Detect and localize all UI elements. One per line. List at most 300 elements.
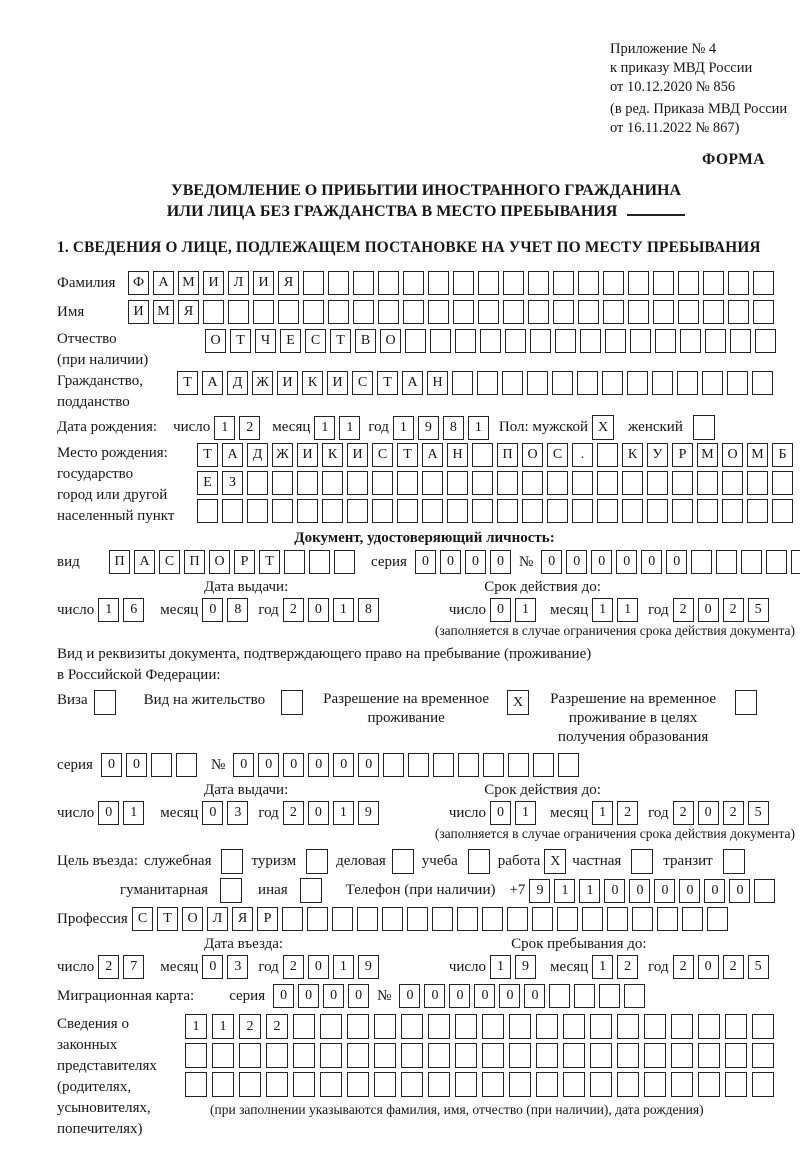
char-cell[interactable] — [455, 1072, 477, 1097]
char-cell[interactable]: 0 — [679, 879, 700, 903]
char-cell[interactable]: Т — [259, 550, 280, 574]
char-cell[interactable] — [228, 300, 249, 324]
char-cell[interactable] — [455, 1043, 477, 1068]
char-cell[interactable]: 0 — [440, 550, 461, 574]
char-cell[interactable]: О — [205, 329, 226, 353]
char-cell[interactable]: Р — [672, 443, 693, 467]
char-cell[interactable] — [482, 1072, 504, 1097]
char-cell[interactable]: 1 — [212, 1014, 234, 1039]
char-cell[interactable]: 0 — [616, 550, 637, 574]
char-cell[interactable] — [203, 300, 224, 324]
char-cell[interactable] — [334, 550, 355, 574]
char-cell[interactable] — [293, 1014, 315, 1039]
char-cell[interactable]: Н — [427, 371, 448, 395]
char-cell[interactable] — [772, 471, 793, 495]
char-cell[interactable] — [507, 907, 528, 931]
char-cell[interactable] — [678, 271, 699, 295]
char-cell[interactable]: 0 — [465, 550, 486, 574]
char-cell[interactable] — [372, 471, 393, 495]
char-cell[interactable] — [457, 907, 478, 931]
char-cell[interactable] — [647, 499, 668, 523]
char-cell[interactable] — [628, 300, 649, 324]
char-cell[interactable]: 0 — [704, 879, 725, 903]
char-cell[interactable]: 2 — [723, 598, 744, 622]
char-cell[interactable]: Р — [257, 907, 278, 931]
char-cell[interactable] — [671, 1014, 693, 1039]
char-cell[interactable]: 7 — [123, 955, 144, 979]
char-cell[interactable] — [239, 1072, 261, 1097]
char-cell[interactable] — [307, 907, 328, 931]
char-cell[interactable] — [322, 471, 343, 495]
char-cell[interactable]: 0 — [449, 984, 470, 1008]
char-cell[interactable] — [672, 471, 693, 495]
purpose-study-checkbox-cell[interactable] — [468, 849, 490, 874]
purpose-humanitarian-checkbox-cell[interactable] — [220, 878, 242, 903]
char-cell[interactable]: 0 — [729, 879, 750, 903]
char-cell[interactable] — [753, 271, 774, 295]
char-cell[interactable]: А — [222, 443, 243, 467]
char-cell[interactable]: 1 — [123, 801, 144, 825]
char-cell[interactable] — [730, 329, 751, 353]
char-cell[interactable] — [278, 300, 299, 324]
char-cell[interactable] — [703, 271, 724, 295]
char-cell[interactable] — [397, 499, 418, 523]
char-cell[interactable]: 0 — [490, 801, 511, 825]
char-cell[interactable] — [617, 1014, 639, 1039]
char-cell[interactable] — [644, 1043, 666, 1068]
char-cell[interactable] — [555, 329, 576, 353]
char-cell[interactable]: 3 — [227, 955, 248, 979]
char-cell[interactable]: 0 — [273, 984, 294, 1008]
char-cell[interactable] — [728, 300, 749, 324]
char-cell[interactable]: 1 — [579, 879, 600, 903]
char-cell[interactable]: И — [297, 443, 318, 467]
char-cell[interactable]: 3 — [227, 801, 248, 825]
char-cell[interactable] — [478, 271, 499, 295]
char-cell[interactable]: 0 — [202, 801, 223, 825]
char-cell[interactable] — [574, 984, 595, 1008]
char-cell[interactable]: 2 — [673, 955, 694, 979]
char-cell[interactable] — [185, 1072, 207, 1097]
char-cell[interactable]: М — [178, 271, 199, 295]
char-cell[interactable] — [253, 300, 274, 324]
char-cell[interactable] — [453, 300, 474, 324]
char-cell[interactable]: 1 — [214, 416, 235, 440]
char-cell[interactable] — [430, 329, 451, 353]
char-cell[interactable]: Я — [278, 271, 299, 295]
char-cell[interactable] — [408, 753, 429, 777]
char-cell[interactable] — [655, 329, 676, 353]
char-cell[interactable]: 8 — [227, 598, 248, 622]
char-cell[interactable] — [722, 499, 743, 523]
char-cell[interactable]: О — [209, 550, 230, 574]
char-cell[interactable] — [428, 271, 449, 295]
char-cell[interactable]: 1 — [314, 416, 335, 440]
char-cell[interactable] — [407, 907, 428, 931]
char-cell[interactable] — [527, 371, 548, 395]
char-cell[interactable]: 0 — [474, 984, 495, 1008]
char-cell[interactable] — [497, 499, 518, 523]
char-cell[interactable] — [582, 907, 603, 931]
char-cell[interactable] — [547, 471, 568, 495]
char-cell[interactable]: И — [203, 271, 224, 295]
char-cell[interactable]: С — [132, 907, 153, 931]
temp-permit-checkbox-cell[interactable]: X — [507, 690, 529, 715]
char-cell[interactable] — [297, 499, 318, 523]
char-cell[interactable]: 1 — [468, 416, 489, 440]
char-cell[interactable]: О — [380, 329, 401, 353]
char-cell[interactable] — [716, 550, 737, 574]
char-cell[interactable] — [547, 499, 568, 523]
char-cell[interactable] — [602, 371, 623, 395]
char-cell[interactable] — [698, 1014, 720, 1039]
char-cell[interactable] — [772, 499, 793, 523]
char-cell[interactable] — [320, 1043, 342, 1068]
char-cell[interactable]: С — [547, 443, 568, 467]
char-cell[interactable] — [455, 1014, 477, 1039]
char-cell[interactable] — [197, 499, 218, 523]
char-cell[interactable]: В — [355, 329, 376, 353]
char-cell[interactable] — [266, 1043, 288, 1068]
purpose-transit-checkbox-cell[interactable] — [723, 849, 745, 874]
char-cell[interactable]: А — [402, 371, 423, 395]
char-cell[interactable] — [284, 550, 305, 574]
char-cell[interactable]: 0 — [308, 598, 329, 622]
char-cell[interactable] — [754, 879, 775, 903]
char-cell[interactable]: Т — [197, 443, 218, 467]
char-cell[interactable]: 9 — [358, 955, 379, 979]
char-cell[interactable] — [297, 471, 318, 495]
char-cell[interactable] — [580, 329, 601, 353]
char-cell[interactable] — [272, 471, 293, 495]
char-cell[interactable] — [697, 471, 718, 495]
char-cell[interactable]: Т — [377, 371, 398, 395]
char-cell[interactable]: М — [747, 443, 768, 467]
char-cell[interactable]: Т — [230, 329, 251, 353]
char-cell[interactable] — [577, 371, 598, 395]
char-cell[interactable]: 0 — [654, 879, 675, 903]
char-cell[interactable] — [563, 1043, 585, 1068]
char-cell[interactable]: А — [153, 271, 174, 295]
char-cell[interactable] — [702, 371, 723, 395]
sex-female-checkbox-cell[interactable] — [693, 415, 715, 440]
purpose-tourism-checkbox-cell[interactable] — [306, 849, 328, 874]
char-cell[interactable] — [472, 499, 493, 523]
char-cell[interactable] — [725, 1072, 747, 1097]
char-cell[interactable] — [322, 499, 343, 523]
char-cell[interactable]: С — [352, 371, 373, 395]
char-cell[interactable] — [455, 329, 476, 353]
char-cell[interactable]: 2 — [673, 598, 694, 622]
char-cell[interactable]: 0 — [233, 753, 254, 777]
char-cell[interactable] — [536, 1072, 558, 1097]
char-cell[interactable] — [433, 753, 454, 777]
char-cell[interactable] — [603, 271, 624, 295]
char-cell[interactable] — [536, 1014, 558, 1039]
char-cell[interactable]: 2 — [239, 1014, 261, 1039]
char-cell[interactable]: 2 — [283, 598, 304, 622]
char-cell[interactable]: 0 — [333, 753, 354, 777]
char-cell[interactable] — [320, 1072, 342, 1097]
char-cell[interactable] — [522, 471, 543, 495]
char-cell[interactable]: Д — [227, 371, 248, 395]
char-cell[interactable]: М — [697, 443, 718, 467]
char-cell[interactable] — [657, 907, 678, 931]
char-cell[interactable] — [558, 753, 579, 777]
char-cell[interactable] — [747, 471, 768, 495]
char-cell[interactable] — [282, 907, 303, 931]
char-cell[interactable] — [303, 271, 324, 295]
char-cell[interactable]: 0 — [698, 955, 719, 979]
char-cell[interactable] — [374, 1014, 396, 1039]
char-cell[interactable] — [447, 499, 468, 523]
char-cell[interactable] — [401, 1014, 423, 1039]
char-cell[interactable] — [599, 984, 620, 1008]
char-cell[interactable] — [597, 443, 618, 467]
char-cell[interactable]: 1 — [393, 416, 414, 440]
char-cell[interactable] — [212, 1043, 234, 1068]
char-cell[interactable]: Ж — [252, 371, 273, 395]
char-cell[interactable] — [403, 300, 424, 324]
char-cell[interactable] — [478, 300, 499, 324]
char-cell[interactable]: Т — [330, 329, 351, 353]
char-cell[interactable]: Т — [397, 443, 418, 467]
char-cell[interactable]: 2 — [723, 801, 744, 825]
char-cell[interactable]: П — [184, 550, 205, 574]
residence-checkbox-cell[interactable] — [281, 690, 303, 715]
purpose-official-checkbox-cell[interactable] — [221, 849, 243, 874]
char-cell[interactable]: П — [497, 443, 518, 467]
char-cell[interactable] — [403, 271, 424, 295]
char-cell[interactable] — [791, 550, 800, 574]
char-cell[interactable]: 0 — [399, 984, 420, 1008]
char-cell[interactable] — [553, 300, 574, 324]
char-cell[interactable] — [549, 984, 570, 1008]
char-cell[interactable] — [378, 300, 399, 324]
char-cell[interactable] — [480, 329, 501, 353]
char-cell[interactable]: Ч — [255, 329, 276, 353]
char-cell[interactable]: А — [134, 550, 155, 574]
char-cell[interactable] — [644, 1014, 666, 1039]
char-cell[interactable] — [590, 1014, 612, 1039]
char-cell[interactable]: 1 — [339, 416, 360, 440]
char-cell[interactable] — [397, 471, 418, 495]
char-cell[interactable]: 1 — [554, 879, 575, 903]
char-cell[interactable]: 0 — [308, 753, 329, 777]
char-cell[interactable]: О — [182, 907, 203, 931]
char-cell[interactable] — [452, 371, 473, 395]
char-cell[interactable] — [497, 471, 518, 495]
char-cell[interactable]: 1 — [490, 955, 511, 979]
char-cell[interactable] — [428, 1043, 450, 1068]
char-cell[interactable] — [741, 550, 762, 574]
char-cell[interactable] — [509, 1014, 531, 1039]
char-cell[interactable] — [553, 271, 574, 295]
char-cell[interactable] — [247, 471, 268, 495]
char-cell[interactable] — [680, 329, 701, 353]
char-cell[interactable]: 2 — [283, 955, 304, 979]
purpose-work-checkbox-cell[interactable]: X — [544, 849, 566, 874]
char-cell[interactable]: 1 — [333, 801, 354, 825]
char-cell[interactable]: И — [128, 300, 149, 324]
char-cell[interactable] — [347, 499, 368, 523]
char-cell[interactable]: Н — [447, 443, 468, 467]
char-cell[interactable] — [607, 907, 628, 931]
char-cell[interactable]: 0 — [541, 550, 562, 574]
char-cell[interactable] — [682, 907, 703, 931]
char-cell[interactable]: 2 — [673, 801, 694, 825]
char-cell[interactable] — [503, 300, 524, 324]
char-cell[interactable]: 0 — [98, 801, 119, 825]
char-cell[interactable]: У — [647, 443, 668, 467]
char-cell[interactable]: 0 — [298, 984, 319, 1008]
char-cell[interactable]: 1 — [592, 801, 613, 825]
char-cell[interactable] — [382, 907, 403, 931]
visa-checkbox-cell[interactable] — [94, 690, 116, 715]
char-cell[interactable] — [698, 1072, 720, 1097]
char-cell[interactable]: 0 — [415, 550, 436, 574]
char-cell[interactable]: Т — [177, 371, 198, 395]
char-cell[interactable]: 0 — [641, 550, 662, 574]
char-cell[interactable] — [697, 499, 718, 523]
char-cell[interactable] — [509, 1072, 531, 1097]
char-cell[interactable] — [677, 371, 698, 395]
char-cell[interactable] — [185, 1043, 207, 1068]
char-cell[interactable] — [482, 1014, 504, 1039]
char-cell[interactable]: Я — [178, 300, 199, 324]
char-cell[interactable] — [528, 300, 549, 324]
char-cell[interactable]: . — [572, 443, 593, 467]
char-cell[interactable] — [383, 753, 404, 777]
char-cell[interactable]: 0 — [698, 598, 719, 622]
char-cell[interactable] — [320, 1014, 342, 1039]
char-cell[interactable] — [458, 753, 479, 777]
char-cell[interactable] — [447, 471, 468, 495]
char-cell[interactable] — [503, 271, 524, 295]
char-cell[interactable]: И — [347, 443, 368, 467]
char-cell[interactable] — [347, 471, 368, 495]
char-cell[interactable] — [752, 1043, 774, 1068]
char-cell[interactable] — [482, 907, 503, 931]
char-cell[interactable] — [644, 1072, 666, 1097]
char-cell[interactable] — [703, 300, 724, 324]
char-cell[interactable] — [347, 1072, 369, 1097]
char-cell[interactable]: Е — [280, 329, 301, 353]
char-cell[interactable] — [572, 471, 593, 495]
char-cell[interactable] — [239, 1043, 261, 1068]
char-cell[interactable] — [671, 1043, 693, 1068]
char-cell[interactable] — [647, 471, 668, 495]
char-cell[interactable] — [707, 907, 728, 931]
char-cell[interactable] — [678, 300, 699, 324]
char-cell[interactable] — [477, 371, 498, 395]
char-cell[interactable] — [532, 907, 553, 931]
char-cell[interactable] — [247, 499, 268, 523]
char-cell[interactable] — [628, 271, 649, 295]
char-cell[interactable] — [652, 371, 673, 395]
char-cell[interactable] — [222, 499, 243, 523]
char-cell[interactable] — [597, 499, 618, 523]
char-cell[interactable]: 0 — [308, 955, 329, 979]
char-cell[interactable] — [563, 1072, 585, 1097]
char-cell[interactable] — [725, 1014, 747, 1039]
char-cell[interactable]: 0 — [591, 550, 612, 574]
char-cell[interactable] — [405, 329, 426, 353]
char-cell[interactable] — [590, 1072, 612, 1097]
char-cell[interactable] — [347, 1014, 369, 1039]
char-cell[interactable] — [603, 300, 624, 324]
char-cell[interactable]: 0 — [101, 753, 122, 777]
char-cell[interactable] — [578, 300, 599, 324]
char-cell[interactable]: П — [109, 550, 130, 574]
char-cell[interactable] — [578, 271, 599, 295]
char-cell[interactable] — [671, 1072, 693, 1097]
char-cell[interactable] — [632, 907, 653, 931]
char-cell[interactable] — [328, 300, 349, 324]
char-cell[interactable]: 0 — [126, 753, 147, 777]
char-cell[interactable]: 6 — [123, 598, 144, 622]
char-cell[interactable]: О — [722, 443, 743, 467]
char-cell[interactable]: 5 — [748, 955, 769, 979]
char-cell[interactable] — [617, 1072, 639, 1097]
char-cell[interactable] — [622, 499, 643, 523]
char-cell[interactable] — [212, 1072, 234, 1097]
char-cell[interactable]: Л — [207, 907, 228, 931]
char-cell[interactable]: Я — [232, 907, 253, 931]
char-cell[interactable]: Ф — [128, 271, 149, 295]
char-cell[interactable] — [432, 907, 453, 931]
char-cell[interactable]: 0 — [308, 801, 329, 825]
char-cell[interactable]: 0 — [358, 753, 379, 777]
char-cell[interactable]: К — [322, 443, 343, 467]
char-cell[interactable]: 2 — [283, 801, 304, 825]
char-cell[interactable]: С — [372, 443, 393, 467]
char-cell[interactable] — [725, 1043, 747, 1068]
char-cell[interactable] — [482, 1043, 504, 1068]
char-cell[interactable]: 2 — [723, 955, 744, 979]
char-cell[interactable]: 1 — [592, 955, 613, 979]
char-cell[interactable]: 9 — [515, 955, 536, 979]
char-cell[interactable]: 1 — [515, 801, 536, 825]
char-cell[interactable]: И — [327, 371, 348, 395]
char-cell[interactable] — [627, 371, 648, 395]
char-cell[interactable]: Т — [157, 907, 178, 931]
char-cell[interactable]: К — [622, 443, 643, 467]
char-cell[interactable] — [752, 1014, 774, 1039]
char-cell[interactable] — [597, 471, 618, 495]
char-cell[interactable]: 2 — [617, 801, 638, 825]
purpose-business-checkbox-cell[interactable] — [392, 849, 414, 874]
char-cell[interactable]: 9 — [529, 879, 550, 903]
char-cell[interactable] — [428, 300, 449, 324]
char-cell[interactable] — [505, 329, 526, 353]
char-cell[interactable]: 0 — [258, 753, 279, 777]
char-cell[interactable]: 0 — [490, 598, 511, 622]
char-cell[interactable] — [328, 271, 349, 295]
char-cell[interactable] — [528, 271, 549, 295]
char-cell[interactable]: 5 — [748, 598, 769, 622]
char-cell[interactable] — [472, 443, 493, 467]
char-cell[interactable] — [530, 329, 551, 353]
char-cell[interactable] — [753, 300, 774, 324]
char-cell[interactable]: 0 — [283, 753, 304, 777]
char-cell[interactable] — [357, 907, 378, 931]
char-cell[interactable]: М — [153, 300, 174, 324]
char-cell[interactable]: 0 — [629, 879, 650, 903]
char-cell[interactable] — [752, 1072, 774, 1097]
char-cell[interactable] — [557, 907, 578, 931]
char-cell[interactable]: 0 — [524, 984, 545, 1008]
